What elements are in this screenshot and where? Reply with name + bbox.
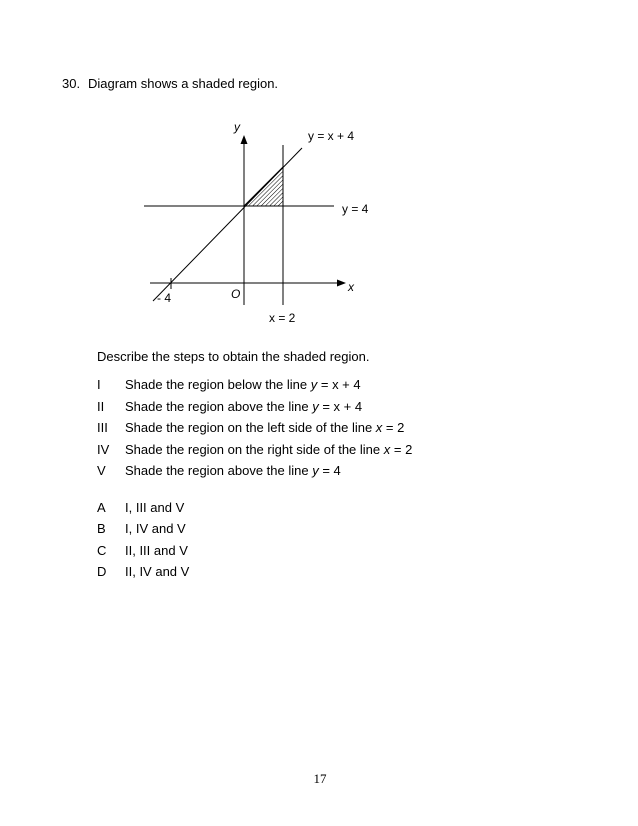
statement-text-end: = x + 4 bbox=[317, 377, 361, 392]
statement-text: Shade the region below the line bbox=[125, 377, 311, 392]
origin-label: O bbox=[231, 287, 241, 301]
option-letter: C bbox=[97, 543, 107, 558]
line-diag-label: y = x + 4 bbox=[308, 129, 355, 143]
statement-math: x bbox=[383, 442, 391, 457]
line-y-equals-x-plus-4 bbox=[153, 148, 302, 301]
statement-roman: IV bbox=[97, 442, 110, 457]
statement-text-end: = 2 bbox=[382, 420, 405, 435]
option-d bbox=[97, 564, 297, 580]
statement-4 bbox=[97, 442, 517, 458]
question-stem: Diagram shows a shaded region. bbox=[88, 76, 279, 91]
y-axis-label: y bbox=[234, 120, 240, 134]
statement-text: Shade the region on the right side of the line bbox=[125, 442, 384, 457]
question-prompt: Describe the steps to obtain the shaded region. bbox=[97, 349, 370, 364]
option-letter: D bbox=[97, 564, 107, 579]
statement-2 bbox=[97, 399, 517, 415]
statement-text-end: = 2 bbox=[390, 442, 413, 457]
statement-text: Shade the region on the left side of the line bbox=[125, 420, 376, 435]
page-number: 17 bbox=[313, 771, 327, 786]
option-c bbox=[97, 543, 297, 559]
statement-math: x bbox=[375, 420, 383, 435]
neg-4-label: - 4 bbox=[157, 291, 172, 305]
graph-diagram bbox=[0, 0, 638, 340]
option-a bbox=[97, 500, 297, 516]
x-axis-arrow-icon bbox=[337, 280, 346, 287]
statement-roman: I bbox=[97, 377, 101, 392]
statement-math: y bbox=[310, 377, 318, 392]
statement-1 bbox=[97, 377, 517, 393]
option-text: II, III and V bbox=[125, 543, 188, 558]
statement-text: Shade the region above the line bbox=[125, 463, 313, 478]
statement-roman: V bbox=[97, 463, 106, 478]
statement-text-end: = x + 4 bbox=[318, 399, 363, 414]
y-axis-arrow-icon bbox=[241, 135, 248, 144]
statement-math: y bbox=[312, 399, 319, 414]
question-number: 30. bbox=[62, 76, 81, 91]
statement-3 bbox=[97, 420, 517, 436]
line-v-label: x = 2 bbox=[269, 311, 296, 325]
option-letter: B bbox=[97, 521, 106, 536]
option-text: I, IV and V bbox=[125, 521, 186, 536]
line-h-label: y = 4 bbox=[342, 202, 369, 216]
statement-roman: III bbox=[97, 420, 108, 435]
statement-text-end: = 4 bbox=[318, 463, 341, 478]
statement-roman: II bbox=[97, 399, 105, 414]
statement-text: Shade the region above the line bbox=[125, 399, 313, 414]
option-letter: A bbox=[97, 500, 106, 515]
statement-math: y bbox=[312, 463, 319, 478]
option-text: I, III and V bbox=[125, 500, 185, 515]
option-b bbox=[97, 521, 297, 537]
x-axis-label: x bbox=[348, 280, 354, 294]
option-text: II, IV and V bbox=[125, 564, 190, 579]
statement-5 bbox=[97, 463, 517, 479]
